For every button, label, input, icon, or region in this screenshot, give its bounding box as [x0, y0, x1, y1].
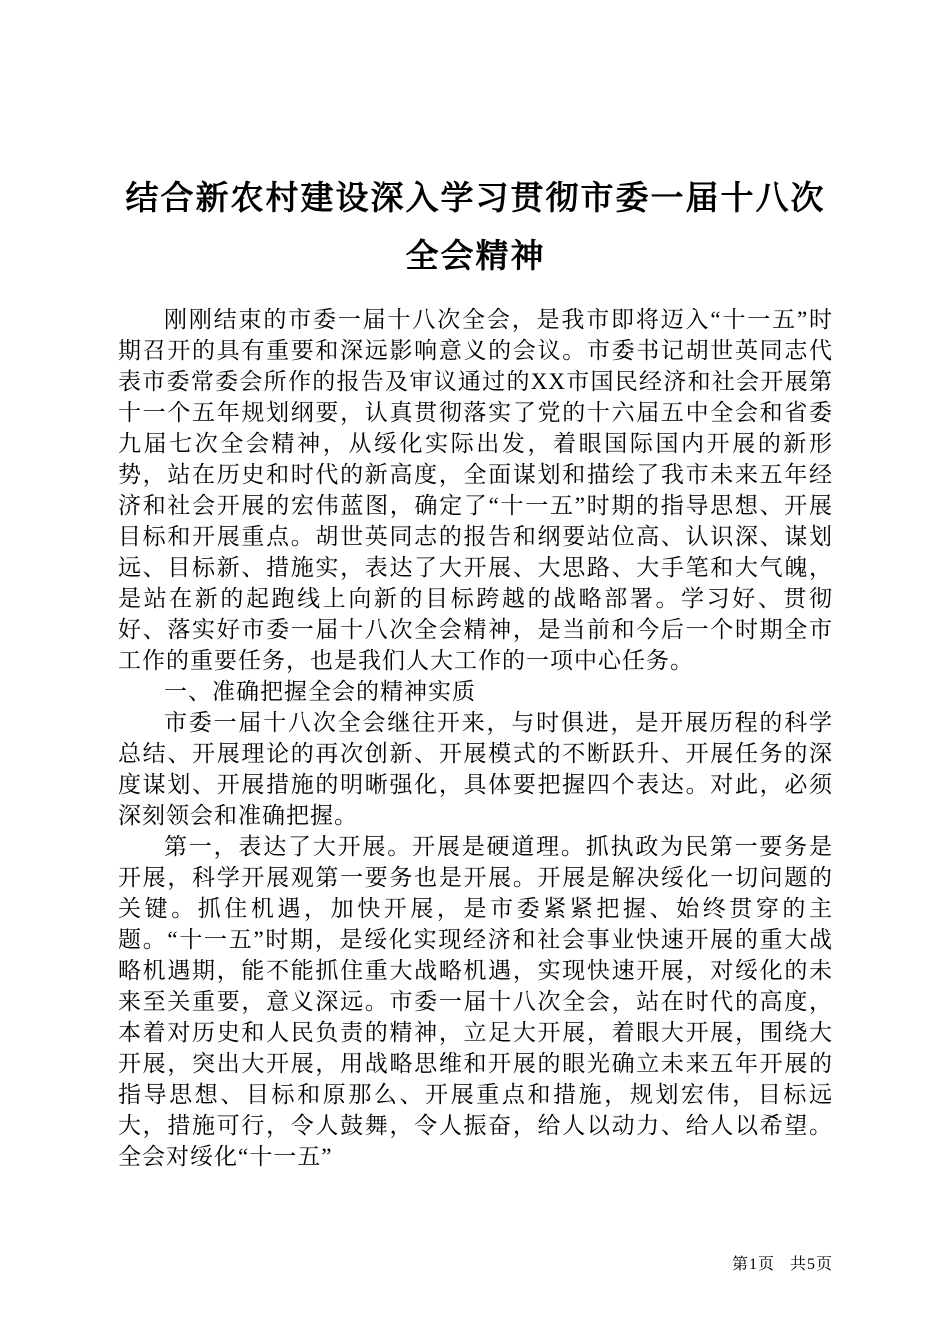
document-page	[118, 0, 833, 1344]
document-title: 结合新农村建设深入学习贯彻市委一届十八次全会精神	[125, 181, 826, 275]
paragraph-first-point: 第一，表达了大开展。开展是硬道理。抓执政为民第一要务是开展，科学开展观第一要务也是开展。开展是解决绥化一切问题的关键。抓住机遇，加快开展，是市委紧紧把握、始终贯穿的主题。“十一五”时期，是绥化实现经济和社会事业快速开展的重大战略机遇期，能不能抓住重大战略机遇，实现快速开展，对绥化的未来至关重要，意义深远。市委一届十八次全会，站在时代的高度，本着对历史和人民负责的精神，立足大开展，着眼大开展，围绕大开展，突出大开展，用战略思维和开展的眼光确立未来五年开展的指导思想、目标和原那么、开展重点和措施，规划宏伟，目标远大，措施可行，令人鼓舞，令人振奋，给人以动力、给人以希望。全会对绥化“十一五”	[118, 834, 833, 1169]
paragraph-intro: 刚刚结束的市委一届十八次全会，是我市即将迈入“十一五”时期召开的具有重要和深远影响意义的会议。市委书记胡世英同志代表市委常委会所作的报告及审议通过的XX市国民经济和社会开展第十一个五年规划纲要，认真贯彻落实了党的十六届五中全会和省委九届七次全会精神，从绥化实际出发，着眼国际国内开展的新形势，站在历史和时代的新高度，全面谋划和描绘了我市未来五年经济和社会开展的宏伟蓝图，确定了“十一五”时期的指导思想、开展目标和开展重点。胡世英同志的报告和纲要站位高、认识深、谋划远、目标新、措施实，表达了大开展、大思路、大手笔和大气魄，是站在新的起跑线上向新的目标跨越的战略部署。学习好、贯彻好、落实好市委一届十八次全会精神，是当前和今后一个时期全市工作的重要任务，也是我们人大工作的一项中心任务。	[118, 307, 833, 673]
page-number-label: 第1页	[731, 1256, 775, 1273]
paragraph-overview: 市委一届十八次全会继往开来，与时俱进，是开展历程的科学总结、开展理论的再次创新、开展模式的不断跃升、开展任务的深度谋划、开展措施的明晰强化，具体要把握四个表达。对此，必须深刻领会和准确把握。	[118, 710, 833, 828]
page-total-label: 共5页	[789, 1256, 833, 1273]
section-heading: 一、准确把握全会的精神实质	[164, 679, 476, 704]
document-body	[118, 304, 833, 1172]
page-footer	[732, 1251, 833, 1274]
